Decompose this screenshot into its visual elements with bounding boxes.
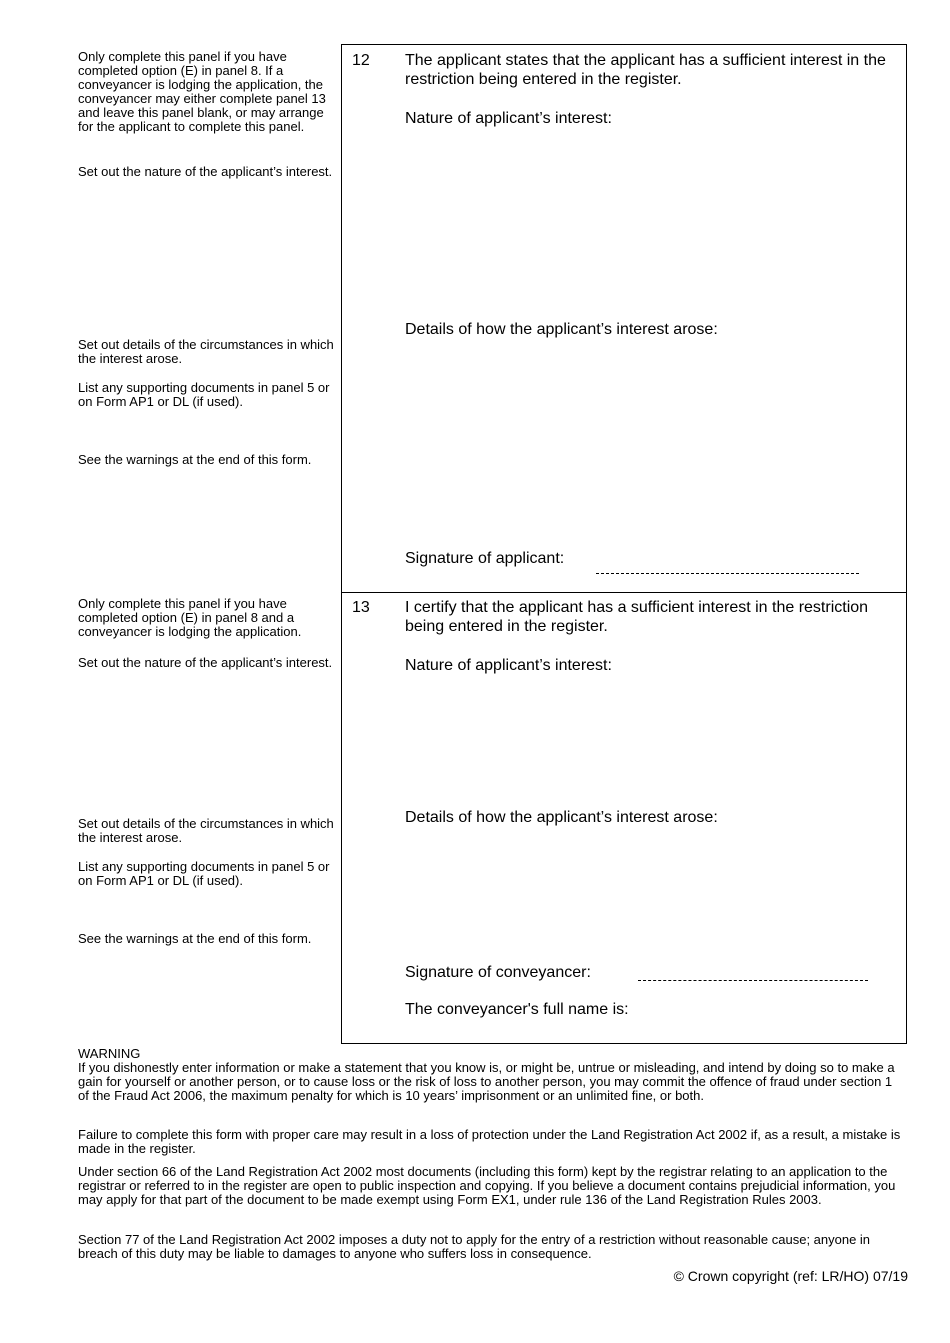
panel13-nature-field[interactable] bbox=[405, 682, 895, 802]
panel12-statement: The applicant states that the applicant has a sufficient interest in the restriction being entered in the register. bbox=[405, 52, 886, 88]
copyright-footer: © Crown copyright (ref: LR/HO) 07/19 bbox=[673, 1268, 908, 1284]
warning-fraud: If you dishonestly enter information or make a statement that you know is, or might be, untrue or misleading, and intend by doing so to make a gain for yourself or another person, or to cause loss or the risk of loss to another person, you may commit the offence of fraud under section 1 of the Fraud Act 2006, the maximum penalty for which is 10 years’ imprisonment or an unlimited fine, or both. bbox=[78, 1060, 895, 1103]
panel12-note-circumstances: Set out details of the circumstances in which the interest arose. bbox=[78, 337, 334, 366]
panel13-signature-label: Signature of conveyancer: bbox=[405, 964, 591, 981]
panel12-signature-line[interactable] bbox=[596, 573, 859, 574]
panel12-details-field[interactable] bbox=[405, 345, 895, 535]
panel12-details-label: Details of how the applicant’s interest arose: bbox=[405, 321, 718, 338]
panel12-nature-field[interactable] bbox=[405, 135, 895, 310]
panel13-note-circumstances: Set out details of the circumstances in which the interest arose. bbox=[78, 816, 334, 845]
panel13-note-warnings: See the warnings at the end of this form. bbox=[78, 931, 312, 946]
panel12-note-warnings: See the warnings at the end of this form. bbox=[78, 452, 312, 467]
warning-public-inspection: Under section 66 of the Land Registration Act 2002 most documents (including this form) kept by the registrar relating to an application to the registrar or referred to in the register are open to public inspection and copying. If you believe a document contains prejudicial information, you may apply for that part of the document to be made exempt using Form EX1, under rule 136 of the Land Registration Rules 2003. bbox=[78, 1164, 896, 1207]
panel12-nature-label: Nature of applicant’s interest: bbox=[405, 110, 612, 127]
warning-care: Failure to complete this form with proper care may result in a loss of protection under the Land Registration Act 2002 if, as a result, a mistake is made in the register. bbox=[78, 1127, 901, 1156]
panel13-details-field[interactable] bbox=[405, 833, 895, 953]
panel12-note-documents: List any supporting documents in panel 5 or on Form AP1 or DL (if used). bbox=[78, 380, 330, 409]
panel13-statement: I certify that the applicant has a sufficient interest in the restriction being entered in the register. bbox=[405, 599, 869, 635]
warning-reasonable-cause: Section 77 of the Land Registration Act 2002 imposes a duty not to apply for the entry of a restriction without reasonable cause; anyone in breach of this duty may be liable to damages to anyone who suffers loss in consequence. bbox=[78, 1232, 871, 1261]
panel13-note-documents: List any supporting documents in panel 5 or on Form AP1 or DL (if used). bbox=[78, 859, 330, 888]
panel13-note-intro: Only complete this panel if you have completed option (E) in panel 8 and a conveyancer is lodging the application. bbox=[78, 596, 302, 639]
panel13-fullname-label: The conveyancer's full name is: bbox=[405, 1001, 629, 1018]
panel12-note-nature: Set out the nature of the applicant’s interest. bbox=[78, 164, 333, 179]
panel13-details-label: Details of how the applicant’s interest arose: bbox=[405, 809, 718, 826]
panel13-fullname-field[interactable] bbox=[660, 998, 900, 1020]
panel13-note-nature: Set out the nature of the applicant’s interest. bbox=[78, 655, 333, 670]
warning-heading: WARNING bbox=[78, 1046, 141, 1061]
panel12-signature-label: Signature of applicant: bbox=[405, 550, 565, 567]
panel13-signature-line[interactable] bbox=[638, 980, 868, 981]
panel12-number: 12 bbox=[352, 52, 370, 69]
panel13-number: 13 bbox=[352, 599, 370, 616]
panel13-nature-label: Nature of applicant’s interest: bbox=[405, 657, 612, 674]
panel12-note-intro: Only complete this panel if you have completed option (E) in panel 8. If a conveyancer is lodging the application, the conveyancer may either complete panel 13 and leave this panel blank, or may arrange for the applicant to complete this panel. bbox=[78, 49, 326, 134]
